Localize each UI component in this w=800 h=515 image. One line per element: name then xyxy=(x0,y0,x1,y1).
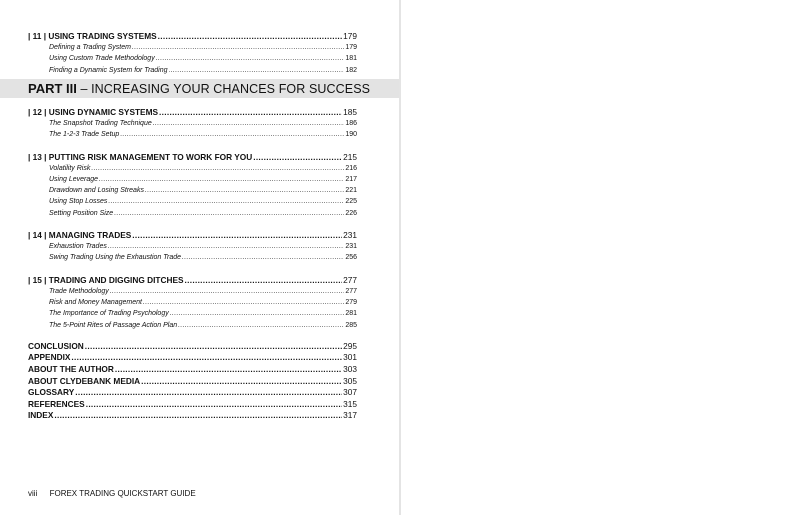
chapter-title: | 13 | PUTTING RISK MANAGEMENT TO WORK FOR YOU xyxy=(28,151,253,162)
dot-leader xyxy=(110,286,345,297)
dot-leader xyxy=(86,399,342,411)
toc-chapter-entry[interactable] xyxy=(28,30,357,42)
section-title: Volatility Risk xyxy=(49,164,91,172)
page-footer xyxy=(28,489,196,498)
section-title: Using Stop Losses xyxy=(49,198,108,206)
toc-chapter-entry[interactable] xyxy=(28,106,357,118)
section-page: 216 xyxy=(345,164,357,172)
footer-book-title: FOREX TRADING QUICKSTART GUIDE xyxy=(49,489,196,498)
toc-chapter-14 xyxy=(28,229,357,264)
section-page: 190 xyxy=(345,131,357,139)
toc-section-entry[interactable] xyxy=(28,118,357,129)
back-matter-title: ABOUT THE AUTHOR xyxy=(28,364,114,375)
section-title: Finding a Dynamic System for Trading xyxy=(49,66,168,74)
toc-back-matter-entry[interactable] xyxy=(28,399,357,411)
section-title: Exhaustion Trades xyxy=(49,243,107,251)
toc-section-entry[interactable] xyxy=(28,252,357,263)
dot-leader xyxy=(108,241,344,252)
section-title: Risk and Money Management xyxy=(49,298,142,306)
back-matter-title: GLOSSARY xyxy=(28,387,75,398)
toc-section-entry[interactable] xyxy=(28,129,357,140)
toc-section-entry[interactable] xyxy=(28,297,357,308)
toc-section-entry[interactable] xyxy=(28,320,357,331)
back-matter-page: 307 xyxy=(343,387,357,398)
chapter-title: | 14 | MANAGING TRADES xyxy=(28,230,132,241)
toc-chapter-entry[interactable] xyxy=(28,229,357,241)
dot-leader xyxy=(169,65,345,76)
toc-section-entry[interactable] xyxy=(28,163,357,174)
dot-leader xyxy=(253,151,342,163)
toc-back-matter xyxy=(28,341,357,422)
section-title: Using Leverage xyxy=(49,175,99,183)
section-title: Drawdown and Losing Streaks xyxy=(49,187,144,195)
dot-leader xyxy=(54,410,342,422)
dot-leader xyxy=(156,53,345,64)
toc-back-matter-entry[interactable] xyxy=(28,341,357,353)
dot-leader xyxy=(185,274,343,286)
back-matter-title: CONCLUSION xyxy=(28,340,84,351)
section-title: Swing Trading Using the Exhaustion Trade xyxy=(49,254,182,262)
section-title: The 5-Point Rites of Passage Action Plan xyxy=(49,321,178,329)
toc-section-entry[interactable] xyxy=(28,286,357,297)
chapter-title: | 15 | TRADING AND DIGGING DITCHES xyxy=(28,274,184,285)
section-page: 186 xyxy=(345,120,357,127)
toc-chapter-entry[interactable] xyxy=(28,274,357,286)
dot-leader xyxy=(182,252,344,263)
toc-section-entry[interactable] xyxy=(28,196,357,207)
dot-leader xyxy=(132,42,344,53)
dot-leader xyxy=(132,229,342,241)
dot-leader xyxy=(115,364,342,376)
toc-back-matter-entry[interactable] xyxy=(28,352,357,364)
chapter-title: | 11 | USING TRADING SYSTEMS xyxy=(28,31,157,41)
dot-leader xyxy=(143,297,344,308)
chapter-page: 185 xyxy=(343,107,357,117)
dot-leader xyxy=(120,129,344,140)
section-title: The Snapshot Trading Technique xyxy=(49,120,152,127)
back-matter-page: 305 xyxy=(343,375,357,386)
toc-chapter-13 xyxy=(28,151,357,219)
section-title: Defining a Trading System xyxy=(49,44,131,51)
section-title: Using Custom Trade Methodology xyxy=(49,55,155,63)
back-matter-title: ABOUT CLYDEBANK MEDIA xyxy=(28,375,141,386)
dot-leader xyxy=(141,376,342,388)
toc-chapter-entry[interactable] xyxy=(28,151,357,163)
toc-section-entry[interactable] xyxy=(28,208,357,219)
section-page: 179 xyxy=(345,44,357,51)
back-matter-page: 303 xyxy=(343,364,357,375)
section-page: 279 xyxy=(345,298,357,306)
section-page: 231 xyxy=(345,243,357,251)
toc-back-matter-entry[interactable] xyxy=(28,387,357,399)
part-label: PART III xyxy=(28,81,77,96)
section-title: The Importance of Trading Psychology xyxy=(49,310,169,318)
toc-section-entry[interactable] xyxy=(28,65,357,76)
section-page: 181 xyxy=(345,55,357,63)
back-matter-title: INDEX xyxy=(28,410,54,421)
back-matter-page: 317 xyxy=(343,410,357,421)
section-page: 221 xyxy=(345,187,357,195)
section-title: Setting Position Size xyxy=(49,209,114,217)
toc-section-entry[interactable] xyxy=(28,174,357,185)
toc-section-entry[interactable] xyxy=(28,241,357,252)
chapter-page: 231 xyxy=(343,230,357,241)
dot-leader xyxy=(85,341,342,353)
back-matter-page: 315 xyxy=(343,398,357,409)
section-title: The 1-2-3 Trade Setup xyxy=(49,131,120,139)
back-matter-title: APPENDIX xyxy=(28,352,71,363)
toc-part-3 xyxy=(28,106,357,422)
section-page: 256 xyxy=(345,254,357,262)
back-matter-page: 295 xyxy=(343,340,357,351)
dot-leader xyxy=(108,196,344,207)
chapter-page: 179 xyxy=(343,31,357,41)
chapter-page: 215 xyxy=(343,151,357,162)
back-matter-title: REFERENCES xyxy=(28,398,85,409)
section-page: 285 xyxy=(345,321,357,329)
dot-leader xyxy=(159,106,342,118)
dot-leader xyxy=(153,118,345,129)
section-page: 225 xyxy=(345,198,357,206)
section-page: 217 xyxy=(345,175,357,183)
dot-leader xyxy=(145,185,344,196)
section-page: 281 xyxy=(345,310,357,318)
left-page xyxy=(0,0,399,515)
dot-leader xyxy=(75,387,342,399)
part-heading[interactable] xyxy=(28,79,370,98)
toc-back-matter-entry[interactable] xyxy=(28,364,357,376)
toc-section-entry[interactable] xyxy=(28,308,357,319)
dot-leader xyxy=(114,208,344,219)
section-page: 277 xyxy=(345,287,357,295)
toc-chapter-12 xyxy=(28,106,357,141)
chapter-title: | 12 | USING DYNAMIC SYSTEMS xyxy=(28,107,159,117)
dot-leader xyxy=(158,30,342,42)
section-page: 226 xyxy=(345,209,357,217)
footer-page-number: viii xyxy=(28,489,38,498)
toc-section-entry[interactable] xyxy=(28,53,357,64)
dot-leader xyxy=(91,163,344,174)
toc-back-matter-entry[interactable] xyxy=(28,376,357,388)
right-page-blank xyxy=(401,0,800,515)
back-matter-page: 301 xyxy=(343,352,357,363)
dot-leader xyxy=(71,352,342,364)
toc-chapter-11 xyxy=(28,30,357,76)
section-page: 182 xyxy=(345,66,357,74)
chapter-page: 277 xyxy=(343,274,357,285)
dot-leader xyxy=(99,174,344,185)
toc-section-entry[interactable] xyxy=(28,185,357,196)
part-title: – INCREASING YOUR CHANCES FOR SUCCESS xyxy=(76,82,371,96)
toc-section-entry[interactable] xyxy=(28,42,357,53)
section-title: Trade Methodology xyxy=(49,287,109,295)
dot-leader xyxy=(178,320,344,331)
dot-leader xyxy=(170,308,345,319)
toc-chapter-15 xyxy=(28,274,357,331)
toc-back-matter-entry[interactable] xyxy=(28,410,357,422)
